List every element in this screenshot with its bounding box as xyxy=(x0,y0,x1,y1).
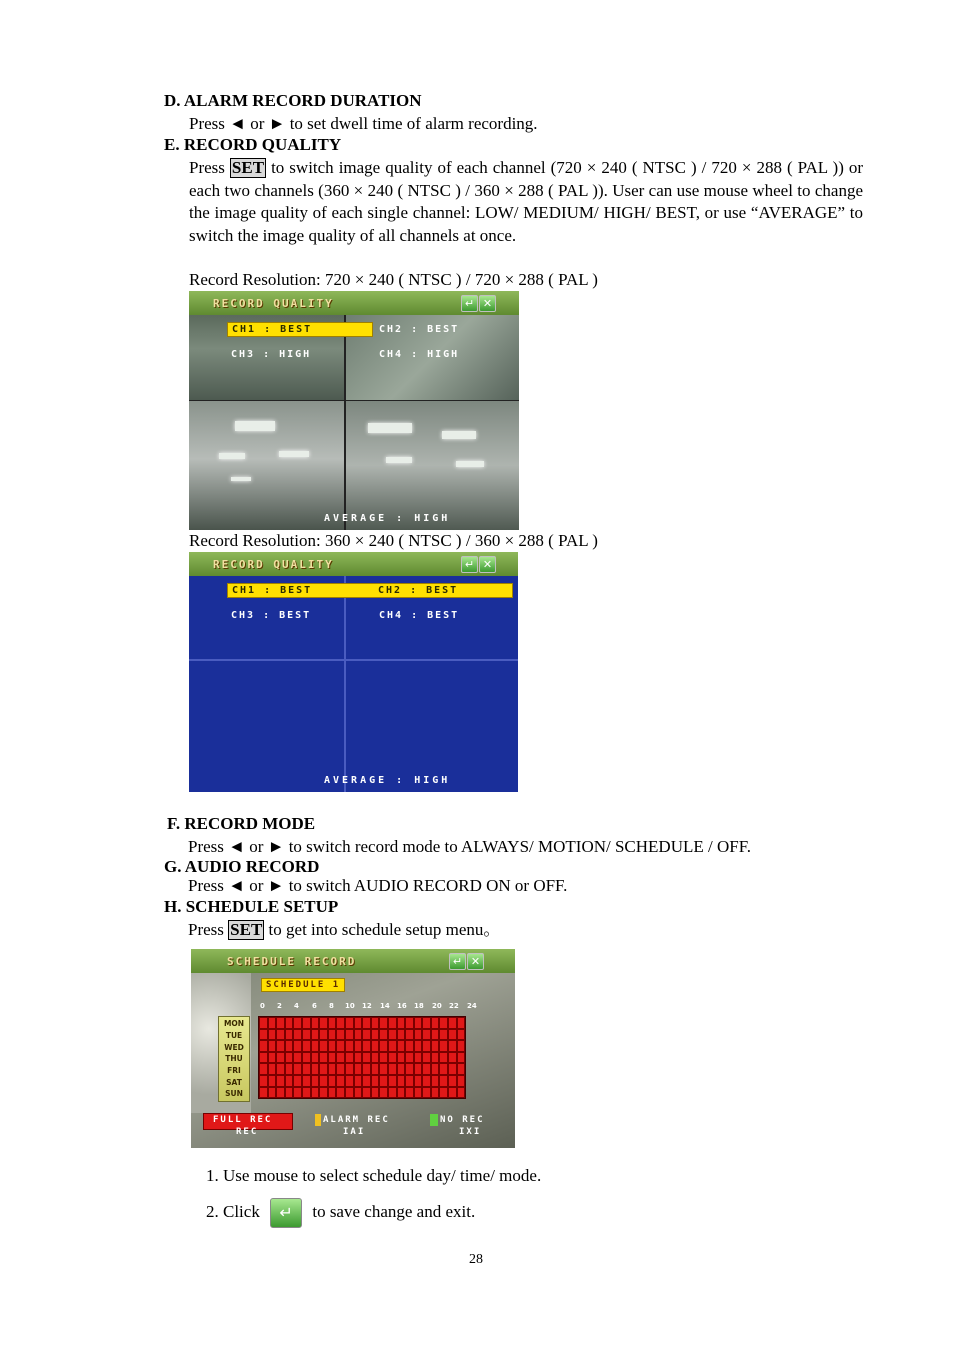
schedule-cell[interactable] xyxy=(362,1052,371,1064)
schedule-cell[interactable] xyxy=(439,1087,448,1099)
legend-no-rec: NO REC xyxy=(440,1115,485,1125)
schedule-cell[interactable] xyxy=(379,1017,388,1029)
schedule-cell[interactable] xyxy=(311,1087,320,1099)
schedule-cell[interactable] xyxy=(397,1075,406,1087)
schedule-cell[interactable] xyxy=(422,1017,431,1029)
schedule-cell[interactable] xyxy=(328,1040,337,1052)
schedule-cell[interactable] xyxy=(319,1087,328,1099)
day-fri[interactable]: FRI xyxy=(227,1066,241,1075)
schedule-cell[interactable] xyxy=(448,1052,457,1064)
schedule-cell[interactable] xyxy=(371,1087,380,1099)
schedule-cell[interactable] xyxy=(362,1040,371,1052)
schedule-cell[interactable] xyxy=(388,1087,397,1099)
schedule-cell[interactable] xyxy=(371,1040,380,1052)
schedule-cell[interactable] xyxy=(319,1040,328,1052)
camera-feed-4 xyxy=(346,401,519,530)
legend-full-rec: FULL REC xyxy=(213,1115,273,1125)
back-arrow-icon: ↵ xyxy=(270,1198,302,1228)
schedule-cell[interactable] xyxy=(319,1029,328,1041)
schedule-cell[interactable] xyxy=(414,1075,423,1087)
schedule-cell[interactable] xyxy=(397,1063,406,1075)
schedule-cell[interactable] xyxy=(319,1063,328,1075)
schedule-cell[interactable] xyxy=(276,1087,285,1099)
legend-no-rec-swatch[interactable] xyxy=(430,1114,438,1126)
schedule-cell[interactable] xyxy=(285,1087,294,1099)
schedule-cell[interactable] xyxy=(422,1029,431,1041)
schedule-cell[interactable] xyxy=(397,1017,406,1029)
schedule-cell[interactable] xyxy=(388,1029,397,1041)
day-sun[interactable]: SUN xyxy=(225,1089,243,1098)
schedule-cell[interactable] xyxy=(431,1063,440,1075)
schedule-cell[interactable] xyxy=(336,1063,345,1075)
day-tue[interactable]: TUE xyxy=(225,1031,243,1040)
schedule-cell[interactable] xyxy=(362,1017,371,1029)
page-number: 28 xyxy=(469,1252,483,1267)
back-arrow-icon[interactable]: ↵ xyxy=(461,295,478,312)
record-quality-screen-full xyxy=(189,291,519,530)
schedule-cell[interactable] xyxy=(285,1040,294,1052)
schedule-cell[interactable] xyxy=(293,1063,302,1075)
schedule-cell[interactable] xyxy=(345,1017,354,1029)
schedule-cell[interactable] xyxy=(268,1052,277,1064)
schedule-cell[interactable] xyxy=(276,1052,285,1064)
schedule-cell[interactable] xyxy=(405,1040,414,1052)
schedule-cell[interactable] xyxy=(285,1052,294,1064)
schedule-selector[interactable]: SCHEDULE 1 xyxy=(261,978,345,992)
channel-2-quality[interactable]: CH2 : BEST xyxy=(379,324,460,335)
schedule-setup-text: Press SET to get into schedule setup menu。 xyxy=(188,920,501,939)
schedule-cell[interactable] xyxy=(457,1052,466,1064)
schedule-cell[interactable] xyxy=(302,1029,311,1041)
set-key: SET xyxy=(231,158,265,177)
schedule-cell[interactable] xyxy=(302,1017,311,1029)
close-icon[interactable]: ✕ xyxy=(479,556,496,573)
schedule-cell[interactable] xyxy=(354,1017,363,1029)
average-quality[interactable]: AVERAGE : HIGH xyxy=(324,513,451,524)
schedule-cell[interactable] xyxy=(397,1029,406,1041)
schedule-cell[interactable] xyxy=(345,1063,354,1075)
schedule-cell[interactable] xyxy=(268,1075,277,1087)
schedule-cell[interactable] xyxy=(414,1087,423,1099)
schedule-cell[interactable] xyxy=(362,1029,371,1041)
schedule-cell[interactable] xyxy=(354,1040,363,1052)
schedule-cell[interactable] xyxy=(414,1052,423,1064)
schedule-cell[interactable] xyxy=(457,1017,466,1029)
schedule-cell[interactable] xyxy=(362,1063,371,1075)
schedule-cell[interactable] xyxy=(345,1040,354,1052)
schedule-cell[interactable] xyxy=(371,1052,380,1064)
schedule-cell[interactable] xyxy=(311,1075,320,1087)
legend-alarm-rec-sub: IAI xyxy=(343,1127,366,1137)
osd-title: RECORD QUALITY xyxy=(213,558,334,571)
schedule-cell[interactable] xyxy=(345,1052,354,1064)
day-sat[interactable]: SAT xyxy=(226,1078,242,1087)
schedule-cell[interactable] xyxy=(439,1075,448,1087)
osd-title: RECORD QUALITY xyxy=(213,297,334,310)
schedule-cell[interactable] xyxy=(285,1063,294,1075)
schedule-cell[interactable] xyxy=(328,1063,337,1075)
schedule-cell[interactable] xyxy=(414,1063,423,1075)
record-mode-text: Press ◄ or ► to switch record mode to ALWAYS/ MOTION/ SCHEDULE / OFF. xyxy=(188,837,752,856)
osd-title-bar xyxy=(189,552,518,576)
schedule-cell[interactable] xyxy=(414,1029,423,1041)
schedule-cell[interactable] xyxy=(336,1087,345,1099)
schedule-cell[interactable] xyxy=(259,1029,268,1041)
schedule-cell[interactable] xyxy=(302,1087,311,1099)
schedule-cell[interactable] xyxy=(293,1087,302,1099)
schedule-cell[interactable] xyxy=(448,1063,457,1075)
schedule-cell[interactable] xyxy=(336,1040,345,1052)
schedule-cell[interactable] xyxy=(311,1017,320,1029)
schedule-cell[interactable] xyxy=(448,1029,457,1041)
schedule-cell[interactable] xyxy=(388,1063,397,1075)
legend-full-rec-sub: REC xyxy=(236,1127,259,1137)
schedule-cell[interactable] xyxy=(422,1063,431,1075)
schedule-cell[interactable] xyxy=(431,1087,440,1099)
camera-feed-3 xyxy=(189,401,344,530)
schedule-cell[interactable] xyxy=(414,1040,423,1052)
channel-4-quality[interactable]: CH4 : HIGH xyxy=(379,349,460,360)
schedule-cell[interactable] xyxy=(439,1017,448,1029)
schedule-cell[interactable] xyxy=(457,1063,466,1075)
schedule-cell[interactable] xyxy=(311,1063,320,1075)
schedule-cell[interactable] xyxy=(397,1040,406,1052)
schedule-cell[interactable] xyxy=(448,1087,457,1099)
set-key: SET xyxy=(230,920,263,939)
schedule-cell[interactable] xyxy=(422,1075,431,1087)
schedule-cell[interactable] xyxy=(397,1087,406,1099)
caption-resolution-full: Record Resolution: 720 × 240 ( NTSC ) / 720 × 288 ( PAL ) xyxy=(189,270,598,289)
schedule-cell[interactable] xyxy=(293,1040,302,1052)
schedule-cell[interactable] xyxy=(397,1052,406,1064)
schedule-cell[interactable] xyxy=(336,1075,345,1087)
osd-title-bar xyxy=(191,949,515,973)
schedule-cell[interactable] xyxy=(276,1040,285,1052)
schedule-cell[interactable] xyxy=(362,1075,371,1087)
schedule-cell[interactable] xyxy=(328,1052,337,1064)
average-quality[interactable]: AVERAGE : HIGH xyxy=(324,775,451,786)
legend-alarm-rec-swatch[interactable] xyxy=(315,1114,321,1126)
step-1: 1. Use mouse to select schedule day/ time/ mode. xyxy=(206,1166,542,1185)
schedule-cell[interactable] xyxy=(405,1052,414,1064)
schedule-cell[interactable] xyxy=(285,1075,294,1087)
schedule-cell[interactable] xyxy=(311,1029,320,1041)
schedule-cell[interactable] xyxy=(388,1040,397,1052)
schedule-cell[interactable] xyxy=(259,1040,268,1052)
schedule-cell[interactable] xyxy=(336,1029,345,1041)
schedule-cell[interactable] xyxy=(345,1087,354,1099)
schedule-cell[interactable] xyxy=(405,1087,414,1099)
schedule-cell[interactable] xyxy=(328,1075,337,1087)
close-icon[interactable]: ✕ xyxy=(479,295,496,312)
schedule-cell[interactable] xyxy=(371,1029,380,1041)
schedule-cell[interactable] xyxy=(276,1063,285,1075)
schedule-cell[interactable] xyxy=(319,1017,328,1029)
schedule-cell[interactable] xyxy=(285,1017,294,1029)
schedule-cell[interactable] xyxy=(457,1029,466,1041)
schedule-cell[interactable] xyxy=(259,1087,268,1099)
day-mon[interactable]: MON xyxy=(223,1019,245,1028)
schedule-cell[interactable] xyxy=(336,1052,345,1064)
channel-1-2-quality[interactable]: CH1 : BEST CH2 : BEST xyxy=(227,583,513,598)
day-thu[interactable]: THU xyxy=(225,1054,243,1063)
schedule-cell[interactable] xyxy=(448,1040,457,1052)
caption-resolution-half: Record Resolution: 360 × 240 ( NTSC ) / 360 × 288 ( PAL ) xyxy=(189,531,598,550)
schedule-cell[interactable] xyxy=(431,1029,440,1041)
heading-record-quality: E. RECORD QUALITY xyxy=(164,135,342,154)
schedule-cell[interactable] xyxy=(293,1075,302,1087)
heading-audio-record: G. AUDIO RECORD xyxy=(164,857,320,876)
schedule-cell[interactable] xyxy=(405,1063,414,1075)
schedule-cell[interactable] xyxy=(388,1052,397,1064)
schedule-cell[interactable] xyxy=(371,1075,380,1087)
schedule-cell[interactable] xyxy=(311,1040,320,1052)
schedule-cell[interactable] xyxy=(259,1017,268,1029)
day-wed[interactable]: WED xyxy=(224,1043,244,1052)
schedule-cell[interactable] xyxy=(422,1052,431,1064)
schedule-cell[interactable] xyxy=(354,1075,363,1087)
schedule-cell[interactable] xyxy=(457,1075,466,1087)
schedule-cell[interactable] xyxy=(268,1040,277,1052)
channel-3-quality[interactable]: CH3 : BEST xyxy=(231,610,312,621)
schedule-cell[interactable] xyxy=(328,1017,337,1029)
schedule-cell[interactable] xyxy=(379,1029,388,1041)
schedule-cell[interactable] xyxy=(268,1017,277,1029)
schedule-cell[interactable] xyxy=(268,1087,277,1099)
channel-3-quality[interactable]: CH3 : HIGH xyxy=(231,349,312,360)
schedule-cell[interactable] xyxy=(362,1087,371,1099)
schedule-cell[interactable] xyxy=(379,1040,388,1052)
close-icon[interactable]: ✕ xyxy=(467,953,484,970)
schedule-cell[interactable] xyxy=(354,1063,363,1075)
record-quality-text: Press SET to switch image quality of each channel (720 × 240 ( NTSC ) / 720 × 288 ( PAL )) or each two channels (360 × 240 ( NTSC ) / 360 × 288 ( PAL )). User can use mouse wheel to change the image quality of each single channel: LOW/ MEDIUM/ HIGH/ BEST, or use “AVERAGE” to switch the image quality of all channels at once. xyxy=(189,158,864,245)
legend-alarm-rec: ALARM REC xyxy=(323,1115,390,1125)
schedule-cell[interactable] xyxy=(336,1017,345,1029)
schedule-cell[interactable] xyxy=(268,1029,277,1041)
schedule-cell[interactable] xyxy=(439,1040,448,1052)
schedule-cell[interactable] xyxy=(302,1040,311,1052)
schedule-cell[interactable] xyxy=(259,1063,268,1075)
schedule-cell[interactable] xyxy=(371,1017,380,1029)
schedule-cell[interactable] xyxy=(319,1052,328,1064)
schedule-cell[interactable] xyxy=(259,1052,268,1064)
osd-title: SCHEDULE RECORD xyxy=(227,955,357,968)
schedule-cell[interactable] xyxy=(276,1017,285,1029)
schedule-cell[interactable] xyxy=(422,1040,431,1052)
schedule-cell[interactable] xyxy=(302,1063,311,1075)
schedule-cell[interactable] xyxy=(354,1052,363,1064)
schedule-cell[interactable] xyxy=(422,1087,431,1099)
schedule-cell[interactable] xyxy=(293,1029,302,1041)
schedule-cell[interactable] xyxy=(448,1075,457,1087)
schedule-cell[interactable] xyxy=(293,1017,302,1029)
schedule-grid[interactable] xyxy=(258,1016,466,1099)
back-arrow-icon[interactable]: ↵ xyxy=(449,953,466,970)
schedule-cell[interactable] xyxy=(431,1017,440,1029)
schedule-cell[interactable] xyxy=(405,1029,414,1041)
schedule-cell[interactable] xyxy=(439,1052,448,1064)
schedule-cell[interactable] xyxy=(431,1052,440,1064)
schedule-cell[interactable] xyxy=(328,1029,337,1041)
channel-4-quality[interactable]: CH4 : BEST xyxy=(379,610,460,621)
record-quality-screen-half xyxy=(189,552,518,792)
schedule-cell[interactable] xyxy=(379,1075,388,1087)
schedule-cell[interactable] xyxy=(311,1052,320,1064)
step-2: 2. Click ↵ to save change and exit. xyxy=(206,1198,475,1228)
schedule-cell[interactable] xyxy=(431,1075,440,1087)
legend-no-rec-sub: IXI xyxy=(459,1127,482,1137)
schedule-cell[interactable] xyxy=(405,1075,414,1087)
schedule-cell[interactable] xyxy=(285,1029,294,1041)
schedule-cell[interactable] xyxy=(302,1075,311,1087)
heading-alarm-record-duration: D. ALARM RECORD DURATION xyxy=(164,91,422,110)
back-arrow-icon[interactable]: ↵ xyxy=(461,556,478,573)
heading-record-mode: F. RECORD MODE xyxy=(167,814,316,833)
schedule-cell[interactable] xyxy=(371,1063,380,1075)
audio-record-text: Press ◄ or ► to switch AUDIO RECORD ON or OFF. xyxy=(188,876,568,895)
schedule-cell[interactable] xyxy=(319,1075,328,1087)
schedule-cell[interactable] xyxy=(354,1087,363,1099)
schedule-cell[interactable] xyxy=(439,1029,448,1041)
schedule-cell[interactable] xyxy=(388,1017,397,1029)
schedule-cell[interactable] xyxy=(431,1040,440,1052)
schedule-cell[interactable] xyxy=(302,1052,311,1064)
schedule-cell[interactable] xyxy=(405,1017,414,1029)
schedule-cell[interactable] xyxy=(268,1063,277,1075)
channel-1-quality[interactable]: CH1 : BEST xyxy=(227,322,373,337)
schedule-cell[interactable] xyxy=(328,1087,337,1099)
schedule-cell[interactable] xyxy=(448,1017,457,1029)
schedule-cell[interactable] xyxy=(379,1052,388,1064)
schedule-cell[interactable] xyxy=(259,1075,268,1087)
schedule-cell[interactable] xyxy=(414,1017,423,1029)
schedule-cell[interactable] xyxy=(345,1029,354,1041)
schedule-cell[interactable] xyxy=(457,1040,466,1052)
schedule-cell[interactable] xyxy=(354,1029,363,1041)
alarm-record-duration-text: Press ◄ or ► to set dwell time of alarm recording. xyxy=(189,114,538,133)
schedule-cell[interactable] xyxy=(457,1087,466,1099)
schedule-cell[interactable] xyxy=(345,1075,354,1087)
schedule-cell[interactable] xyxy=(439,1063,448,1075)
schedule-cell[interactable] xyxy=(388,1075,397,1087)
schedule-cell[interactable] xyxy=(276,1075,285,1087)
osd-title-bar xyxy=(189,291,519,315)
schedule-cell[interactable] xyxy=(276,1029,285,1041)
schedule-record-screen: SCHEDULE RECORD ↵ ✕ SCHEDULE 1 0 2 4 6 8 10 12 14 16 18 20 22 24 MON TUE WED THU FRI SAT SUN FULL REC REC ALARM REC IAI NO REC IXI xyxy=(191,949,515,1148)
schedule-cell[interactable] xyxy=(293,1052,302,1064)
schedule-cell[interactable] xyxy=(379,1063,388,1075)
schedule-cell[interactable] xyxy=(379,1087,388,1099)
heading-schedule-setup: H. SCHEDULE SETUP xyxy=(164,897,339,916)
